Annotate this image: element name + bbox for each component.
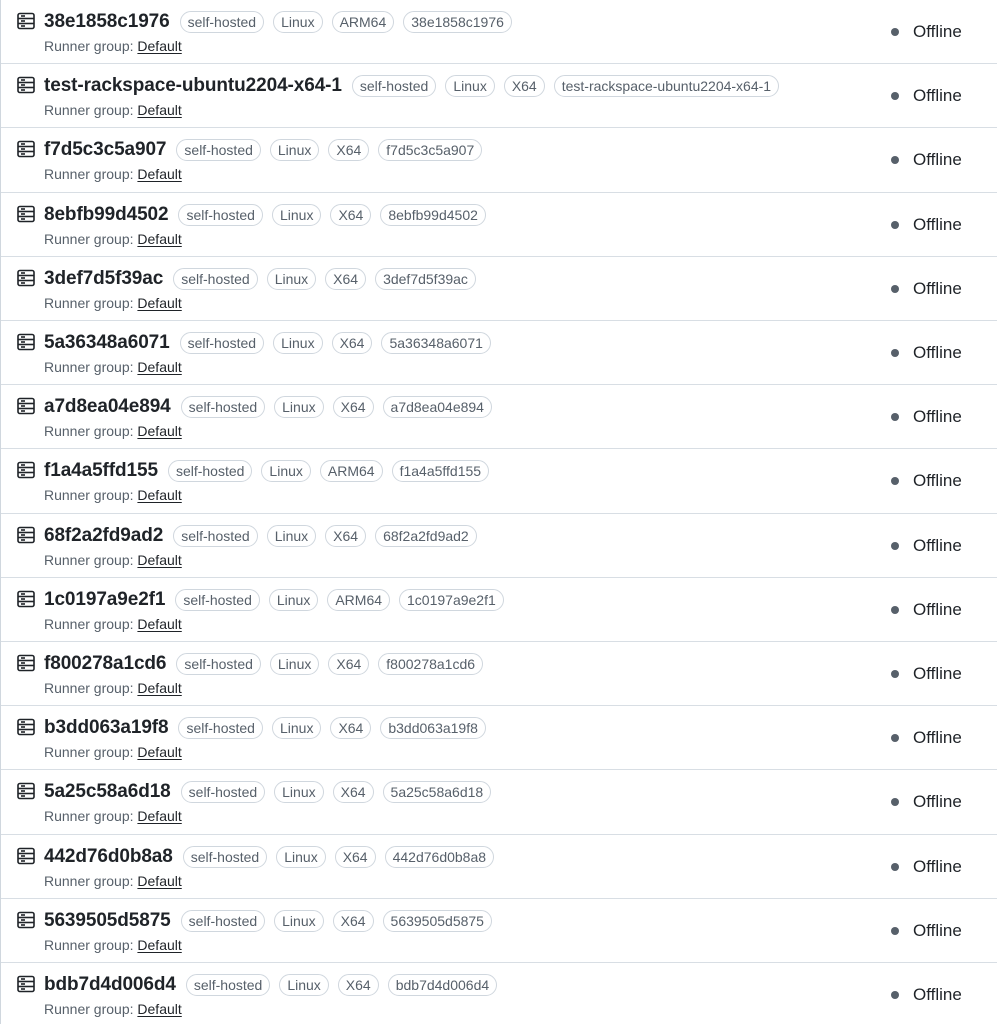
server-icon bbox=[16, 332, 36, 352]
runner-row bbox=[1, 705, 997, 769]
status-dot-icon bbox=[891, 413, 899, 421]
runner-name-link[interactable]: 5a36348a6071 bbox=[44, 332, 170, 353]
runner-group-line bbox=[44, 999, 847, 1019]
server-icon bbox=[16, 589, 36, 609]
status-dot-icon bbox=[891, 92, 899, 100]
runner-labels bbox=[173, 525, 486, 547]
runner-row bbox=[1, 320, 997, 384]
runner-label-tag[interactable]: Linux bbox=[270, 653, 319, 675]
runner-labels bbox=[352, 75, 788, 97]
runner-details bbox=[44, 394, 847, 441]
runner-title-line bbox=[44, 458, 847, 484]
runner-label-tag[interactable]: 5639505d5875 bbox=[383, 910, 492, 932]
server-icon bbox=[16, 653, 36, 673]
runner-status-text: Offline bbox=[913, 535, 962, 555]
runner-label-tag[interactable]: a7d8ea04e894 bbox=[383, 396, 492, 418]
runner-group-label: Runner group: bbox=[44, 872, 134, 889]
runner-status-text: Offline bbox=[913, 214, 962, 234]
status-dot-icon bbox=[891, 477, 899, 485]
runner-title-line bbox=[44, 137, 847, 163]
runner-details bbox=[44, 651, 847, 698]
runner-label-tag[interactable]: X64 bbox=[333, 910, 374, 932]
runner-title-line bbox=[44, 779, 847, 805]
runner-label-tag[interactable]: self-hosted bbox=[181, 781, 265, 803]
runner-name-link[interactable]: 38e1858c1976 bbox=[44, 11, 170, 32]
runner-row bbox=[1, 834, 997, 898]
runner-group-label: Runner group: bbox=[44, 680, 134, 696]
runner-title-line bbox=[44, 972, 847, 998]
runner-group-line bbox=[44, 806, 847, 826]
runner-group-link[interactable]: Default bbox=[137, 744, 182, 761]
runner-details bbox=[44, 972, 847, 1019]
runner-details bbox=[44, 137, 847, 184]
runner-label-tag[interactable]: self-hosted bbox=[178, 717, 262, 739]
runner-name-link[interactable]: b3dd063a19f8 bbox=[44, 717, 169, 739]
server-icon bbox=[16, 268, 36, 288]
runner-group-line bbox=[44, 678, 847, 698]
runner-status-text: Offline bbox=[913, 22, 962, 41]
runner-status-text: Offline bbox=[913, 920, 962, 940]
runner-group-line bbox=[44, 871, 847, 891]
runner-label-tag[interactable]: self-hosted bbox=[180, 11, 264, 33]
runner-status bbox=[891, 469, 962, 493]
runner-name-link[interactable]: 3def7d5f39ac bbox=[44, 267, 164, 289]
runner-labels bbox=[178, 717, 494, 739]
server-icon bbox=[16, 846, 36, 866]
runner-title-line bbox=[44, 202, 847, 228]
runner-label-tag[interactable]: self-hosted bbox=[176, 653, 260, 675]
runner-group-line bbox=[44, 229, 847, 249]
runner-status-text: Offline bbox=[913, 471, 962, 491]
runner-label-tag[interactable]: Linux bbox=[267, 268, 316, 290]
runner-label-tag[interactable]: X64 bbox=[328, 653, 369, 675]
runner-label-tag[interactable]: f1a4a5ffd155 bbox=[392, 460, 490, 482]
runner-details bbox=[44, 715, 847, 762]
runner-details bbox=[44, 266, 847, 313]
runner-status-text: Offline bbox=[913, 664, 962, 683]
runner-labels bbox=[186, 974, 506, 996]
runner-status bbox=[891, 341, 962, 365]
runner-label-tag[interactable]: 5a25c58a6d18 bbox=[383, 781, 492, 803]
runner-group-link[interactable]: Default bbox=[137, 294, 182, 311]
status-dot-icon bbox=[891, 349, 899, 357]
runner-group-link[interactable]: Default bbox=[137, 551, 182, 568]
runner-status bbox=[891, 919, 962, 943]
runner-status bbox=[891, 855, 962, 879]
runner-title-line bbox=[44, 908, 847, 934]
status-dot-icon bbox=[891, 221, 899, 229]
runner-label-tag[interactable]: X64 bbox=[338, 974, 379, 996]
runner-status bbox=[891, 726, 962, 750]
runner-label-tag[interactable]: ARM64 bbox=[320, 460, 383, 482]
runner-name-link[interactable]: bdb7d4d006d4 bbox=[44, 974, 176, 995]
runner-name-link[interactable]: f7d5c3c5a907 bbox=[44, 139, 167, 161]
runner-labels bbox=[183, 846, 503, 868]
runner-label-tag[interactable]: Linux bbox=[274, 910, 323, 932]
runner-name-link[interactable]: f800278a1cd6 bbox=[44, 653, 167, 674]
status-dot-icon bbox=[891, 542, 899, 550]
runner-row bbox=[1, 962, 997, 1026]
runner-details bbox=[44, 9, 847, 56]
runner-title-line bbox=[44, 266, 847, 292]
runner-label-tag[interactable]: X64 bbox=[333, 396, 374, 418]
status-dot-icon bbox=[891, 734, 899, 742]
runner-details bbox=[44, 458, 847, 505]
runner-label-tag[interactable]: X64 bbox=[325, 525, 366, 547]
runner-labels bbox=[175, 589, 512, 611]
runner-title-line bbox=[44, 73, 847, 99]
runner-label-tag[interactable]: X64 bbox=[325, 268, 366, 290]
status-dot-icon bbox=[891, 285, 899, 293]
status-dot-icon bbox=[891, 156, 899, 164]
runner-label-tag[interactable]: b3dd063a19f8 bbox=[380, 717, 486, 739]
runner-group-label: Runner group: bbox=[44, 294, 134, 311]
runner-group-line bbox=[44, 164, 847, 184]
runner-status-text: Offline bbox=[913, 792, 962, 812]
runner-labels bbox=[168, 460, 498, 482]
runner-status bbox=[891, 598, 962, 622]
runner-row bbox=[1, 898, 997, 962]
server-icon bbox=[16, 396, 36, 416]
status-dot-icon bbox=[891, 991, 899, 999]
runner-group-line bbox=[44, 293, 847, 313]
runner-label-tag[interactable]: X64 bbox=[330, 717, 371, 739]
runner-label-tag[interactable]: X64 bbox=[333, 781, 374, 803]
runner-group-link[interactable]: Default bbox=[137, 680, 182, 696]
runner-name-link[interactable]: test-rackspace-ubuntu2204-x64-1 bbox=[44, 75, 342, 97]
server-icon bbox=[16, 717, 36, 737]
runner-title-line bbox=[44, 523, 847, 549]
runner-group-link[interactable]: Default bbox=[137, 102, 182, 119]
runner-label-tag[interactable]: bdb7d4d006d4 bbox=[388, 974, 497, 996]
runner-label-tag[interactable]: 3def7d5f39ac bbox=[375, 268, 476, 290]
runner-label-tag[interactable]: test-rackspace-ubuntu2204-x64-1 bbox=[554, 75, 779, 97]
runner-labels bbox=[178, 204, 494, 226]
runner-group-label: Runner group: bbox=[44, 102, 134, 119]
runner-title-line bbox=[44, 651, 847, 677]
runner-group-line bbox=[44, 100, 847, 120]
runner-status bbox=[891, 405, 962, 429]
runner-label-tag[interactable]: self-hosted bbox=[352, 75, 436, 97]
runner-status bbox=[891, 84, 962, 108]
runner-label-tag[interactable]: 8ebfb99d4502 bbox=[380, 204, 486, 226]
runner-details bbox=[44, 73, 847, 120]
server-icon bbox=[16, 204, 36, 224]
runner-label-tag[interactable]: X64 bbox=[335, 846, 376, 868]
runner-status bbox=[891, 790, 962, 814]
runner-group-link[interactable]: Default bbox=[137, 423, 182, 440]
status-dot-icon bbox=[891, 670, 899, 678]
runner-group-label: Runner group: bbox=[44, 808, 134, 825]
runner-row bbox=[1, 513, 997, 577]
runner-label-tag[interactable]: self-hosted bbox=[186, 974, 270, 996]
runner-details bbox=[44, 330, 847, 377]
runner-label-tag[interactable]: self-hosted bbox=[178, 204, 262, 226]
server-icon bbox=[16, 460, 36, 480]
runner-label-tag[interactable]: 1c0197a9e2f1 bbox=[399, 589, 504, 611]
runner-title-line bbox=[44, 394, 847, 420]
runner-row bbox=[1, 769, 997, 833]
runner-label-tag[interactable]: 38e1858c1976 bbox=[403, 11, 512, 33]
runner-group-link[interactable]: Default bbox=[137, 487, 182, 504]
runner-row bbox=[1, 63, 997, 127]
server-icon bbox=[16, 11, 36, 31]
runner-label-tag[interactable]: Linux bbox=[270, 139, 319, 161]
runner-label-tag[interactable]: X64 bbox=[328, 139, 369, 161]
runner-group-link[interactable]: Default bbox=[137, 166, 182, 183]
runner-group-line bbox=[44, 36, 847, 56]
runner-label-tag[interactable]: Linux bbox=[272, 717, 321, 739]
runner-label-tag[interactable]: self-hosted bbox=[173, 268, 257, 290]
runner-label-tag[interactable]: Linux bbox=[274, 396, 323, 418]
runner-name-link[interactable]: f1a4a5ffd155 bbox=[44, 460, 158, 482]
runner-status-text: Offline bbox=[913, 985, 962, 1004]
runner-group-line bbox=[44, 935, 847, 955]
runner-title-line bbox=[44, 844, 847, 870]
runner-label-tag[interactable]: Linux bbox=[445, 75, 494, 97]
runner-label-tag[interactable]: ARM64 bbox=[332, 11, 395, 33]
runner-labels bbox=[173, 268, 485, 290]
runner-group-link[interactable]: Default bbox=[137, 1001, 182, 1017]
status-dot-icon bbox=[891, 28, 899, 36]
runner-group-link[interactable]: Default bbox=[137, 230, 182, 247]
runner-group-label: Runner group: bbox=[44, 38, 134, 54]
runner-name-link[interactable]: 5a25c58a6d18 bbox=[44, 781, 171, 803]
server-icon bbox=[16, 781, 36, 801]
runner-group-label: Runner group: bbox=[44, 551, 134, 568]
runner-title-line bbox=[44, 715, 847, 741]
runner-label-tag[interactable]: self-hosted bbox=[180, 332, 264, 354]
runner-status bbox=[891, 277, 962, 301]
runner-label-tag[interactable]: Linux bbox=[273, 11, 322, 33]
status-dot-icon bbox=[891, 927, 899, 935]
runner-labels bbox=[180, 332, 500, 354]
runner-group-line bbox=[44, 357, 847, 377]
runner-group-label: Runner group: bbox=[44, 166, 134, 183]
runner-status-text: Offline bbox=[913, 343, 962, 362]
runner-label-tag[interactable]: 68f2a2fd9ad2 bbox=[375, 525, 477, 547]
runner-label-tag[interactable]: X64 bbox=[330, 204, 371, 226]
runner-details bbox=[44, 779, 847, 826]
runner-label-tag[interactable]: X64 bbox=[332, 332, 373, 354]
runner-details bbox=[44, 844, 847, 891]
runner-label-tag[interactable]: Linux bbox=[261, 460, 310, 482]
runner-details bbox=[44, 202, 847, 249]
runner-details bbox=[44, 908, 847, 955]
runner-status bbox=[891, 148, 962, 172]
server-icon bbox=[16, 525, 36, 545]
runner-group-link[interactable]: Default bbox=[137, 872, 182, 889]
runner-group-label: Runner group: bbox=[44, 936, 134, 953]
status-dot-icon bbox=[891, 863, 899, 871]
status-dot-icon bbox=[891, 606, 899, 614]
runner-status-text: Offline bbox=[913, 728, 962, 748]
runner-row bbox=[1, 448, 997, 512]
runner-group-line bbox=[44, 421, 847, 441]
runner-name-link[interactable]: a7d8ea04e894 bbox=[44, 396, 171, 418]
runner-group-line bbox=[44, 742, 847, 762]
runner-label-tag[interactable]: Linux bbox=[274, 781, 323, 803]
runner-name-link[interactable]: 5639505d5875 bbox=[44, 909, 171, 931]
runner-row bbox=[1, 127, 997, 191]
runner-label-tag[interactable]: Linux bbox=[273, 332, 322, 354]
runner-row bbox=[1, 641, 997, 705]
runner-status-text: Offline bbox=[913, 150, 962, 170]
runner-label-tag[interactable]: 5a36348a6071 bbox=[381, 332, 490, 354]
runner-name-link[interactable]: 8ebfb99d4502 bbox=[44, 203, 169, 225]
runner-title-line bbox=[44, 587, 847, 613]
runner-label-tag[interactable]: ARM64 bbox=[327, 589, 390, 611]
runner-row bbox=[1, 192, 997, 256]
runner-name-link[interactable]: 442d76d0b8a8 bbox=[44, 845, 173, 867]
runner-name-link[interactable]: 68f2a2fd9ad2 bbox=[44, 524, 164, 546]
runner-group-link[interactable]: Default bbox=[137, 808, 182, 825]
runner-label-tag[interactable]: self-hosted bbox=[183, 846, 267, 868]
runner-label-tag[interactable]: 442d76d0b8a8 bbox=[385, 846, 494, 868]
runner-label-tag[interactable]: self-hosted bbox=[176, 139, 260, 161]
runner-labels bbox=[176, 653, 492, 675]
runner-group-link[interactable]: Default bbox=[137, 359, 182, 375]
runner-labels bbox=[180, 11, 521, 33]
runner-name-link[interactable]: 1c0197a9e2f1 bbox=[44, 588, 166, 610]
runner-status bbox=[891, 983, 962, 1007]
runner-status-text: Offline bbox=[913, 599, 962, 619]
runner-label-tag[interactable]: Linux bbox=[269, 589, 318, 611]
runner-labels bbox=[181, 396, 501, 418]
runner-row bbox=[1, 256, 997, 320]
runner-group-label: Runner group: bbox=[44, 615, 134, 632]
runner-labels bbox=[181, 910, 501, 932]
runner-label-tag[interactable]: Linux bbox=[279, 974, 328, 996]
server-icon bbox=[16, 910, 36, 930]
runner-label-tag[interactable]: self-hosted bbox=[175, 589, 259, 611]
runner-status-text: Offline bbox=[913, 86, 962, 106]
runner-label-tag[interactable]: f7d5c3c5a907 bbox=[378, 139, 482, 161]
runner-status-text: Offline bbox=[913, 856, 962, 876]
runner-label-tag[interactable]: X64 bbox=[504, 75, 545, 97]
runner-status bbox=[891, 213, 962, 237]
runner-row bbox=[1, 0, 997, 63]
runner-labels bbox=[176, 139, 491, 161]
runner-group-label: Runner group: bbox=[44, 359, 134, 375]
runner-details bbox=[44, 523, 847, 570]
status-dot-icon bbox=[891, 798, 899, 806]
runner-group-label: Runner group: bbox=[44, 744, 134, 761]
runner-label-tag[interactable]: Linux bbox=[272, 204, 321, 226]
server-icon bbox=[16, 139, 36, 159]
runner-group-link[interactable]: Default bbox=[137, 615, 182, 632]
runner-status bbox=[891, 662, 962, 686]
runner-details bbox=[44, 587, 847, 634]
runner-label-tag[interactable]: self-hosted bbox=[181, 910, 265, 932]
runner-group-link[interactable]: Default bbox=[137, 936, 182, 953]
runner-label-tag[interactable]: Linux bbox=[276, 846, 325, 868]
runner-row bbox=[1, 577, 997, 641]
runner-label-tag[interactable]: f800278a1cd6 bbox=[378, 653, 483, 675]
runner-group-label: Runner group: bbox=[44, 1001, 134, 1017]
runner-row bbox=[1, 384, 997, 448]
runner-labels bbox=[181, 781, 501, 803]
runner-title-line bbox=[44, 9, 847, 35]
runner-group-link[interactable]: Default bbox=[137, 38, 182, 54]
runner-group-label: Runner group: bbox=[44, 487, 134, 504]
server-icon bbox=[16, 75, 36, 95]
runner-label-tag[interactable]: Linux bbox=[267, 525, 316, 547]
runner-label-tag[interactable]: self-hosted bbox=[181, 396, 265, 418]
runner-group-line bbox=[44, 485, 847, 505]
runner-group-label: Runner group: bbox=[44, 230, 134, 247]
server-icon bbox=[16, 974, 36, 994]
runner-label-tag[interactable]: self-hosted bbox=[168, 460, 252, 482]
runner-group-label: Runner group: bbox=[44, 423, 134, 440]
runner-status bbox=[891, 534, 962, 558]
runner-title-line bbox=[44, 330, 847, 356]
runner-group-line bbox=[44, 550, 847, 570]
runner-label-tag[interactable]: self-hosted bbox=[173, 525, 257, 547]
runner-status-text: Offline bbox=[913, 278, 962, 298]
runner-status bbox=[891, 20, 962, 44]
runner-group-line bbox=[44, 614, 847, 634]
runner-status-text: Offline bbox=[913, 407, 962, 427]
